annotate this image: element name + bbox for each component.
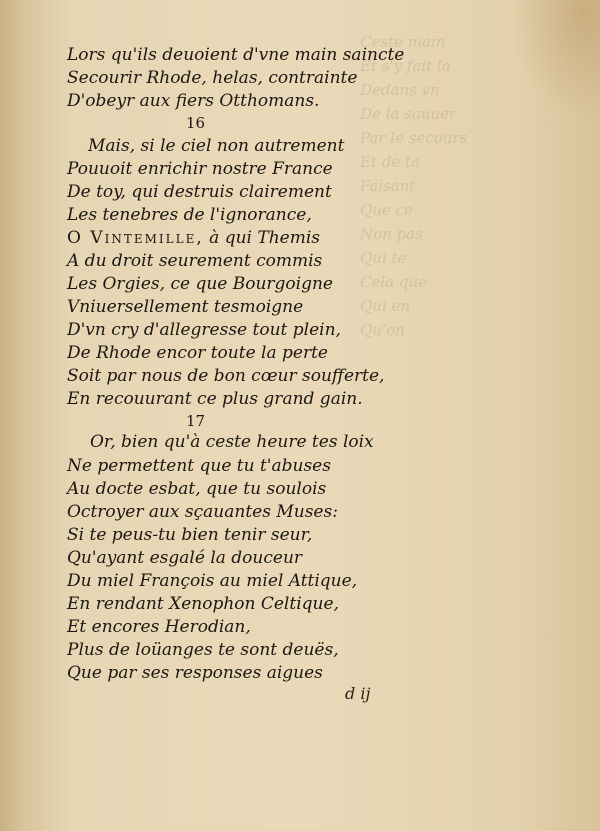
dedicatee-name: O Vintemille,	[67, 228, 204, 248]
verse-line: En recouurant ce plus grand gain.	[67, 389, 363, 409]
verse-line: Qu'ayant esgalé la douceur	[67, 548, 303, 568]
verse-line: Plus de loüanges te sont deuës,	[67, 640, 339, 660]
verse-line: Octroyer aux sçauantes Muses:	[67, 502, 338, 522]
verse-line	[67, 227, 320, 249]
verse-line: Or, bien qu'à ceste heure tes loix	[90, 432, 374, 452]
verse-line: Les Orgies, ce que Bourgoigne	[67, 274, 333, 294]
verse-line: Pouuoit enrichir nostre France	[67, 159, 333, 179]
verse-line: Secourir Rhode, helas, contrainte	[67, 68, 358, 88]
signature-mark: d ij	[345, 684, 371, 703]
verse-line: Et encores Herodian,	[67, 617, 251, 637]
verse-line: Si te peus-tu bien tenir seur,	[67, 525, 313, 545]
stanza-number: 17	[186, 412, 206, 430]
verse-line: Lors qu'ils deuoient d'vne main saincte	[67, 45, 405, 65]
verse-line: D'obeyr aux fiers Otthomans.	[67, 91, 320, 111]
verse-line: De Rhode encor toute la perte	[67, 343, 328, 363]
verse-line: Vniuersellement tesmoigne	[67, 297, 304, 317]
show-through-text: Ceste main Et s'y fait la Dedans vn De la sauuer Par le secours Et de ta Faisant Que ce Non pas Qui te Cela que Qui en Qu'on	[360, 33, 468, 339]
verse-line: En rendant Xenophon Celtique,	[67, 594, 339, 614]
verse-line: Les tenebres de l'ignorance,	[67, 205, 312, 225]
stanza-number: 16	[186, 114, 206, 132]
verse-line: Soit par nous de bon cœur soufferte,	[67, 366, 385, 386]
verse-line: A du droit seurement commis	[67, 251, 323, 271]
verse-line: De toy, qui destruis clairement	[67, 182, 332, 202]
verse-line-rest: à qui Themis	[203, 228, 320, 248]
verse-line: D'vn cry d'allegresse tout plein,	[67, 320, 341, 340]
verse-line: Ne permettent que tu t'abuses	[67, 456, 331, 476]
verse-line: Que par ses responses aigues	[67, 663, 323, 683]
verse-line: Mais, si le ciel non autrement	[88, 136, 345, 156]
verse-line: Au docte esbat, que tu soulois	[67, 479, 327, 499]
verse-line: Du miel François au miel Attique,	[67, 571, 358, 591]
